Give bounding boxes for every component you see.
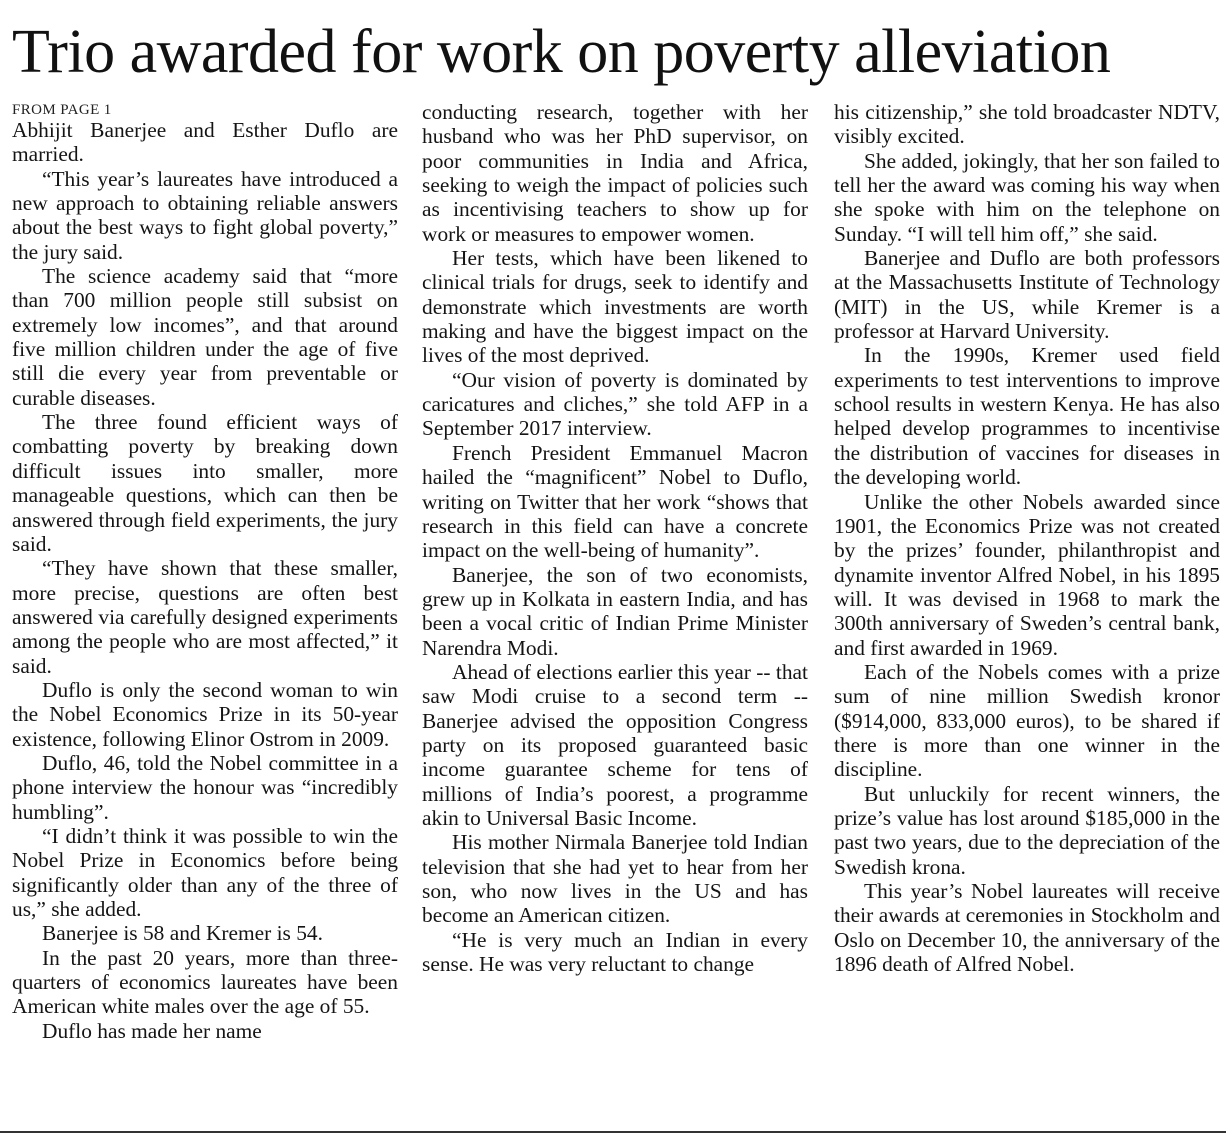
paragraph: His mother Nirmala Banerjee told Indian television that she had yet to hear from her son, who now lives in the US and has become an American citizen. xyxy=(422,830,808,928)
paragraph: In the 1990s, Kremer used field experiments to test interventions to improve school results in western Kenya. He has also helped develop programmes to incentivise the distribution of vaccines for diseases in the developing world. xyxy=(834,343,1220,490)
article-column-2 xyxy=(422,100,808,976)
paragraph: Duflo is only the second woman to win the Nobel Economics Prize in its 50-year existence, following Elinor Ostrom in 2009. xyxy=(12,677,398,751)
paragraph: “This year’s laureates have introduced a new approach to obtaining reliable answers about the best ways to fight global poverty,” the jury said. xyxy=(12,166,398,264)
paragraph: Duflo, 46, told the Nobel committee in a phone interview the honour was “incredibly humbling”. xyxy=(12,750,398,824)
paragraph: The three found efficient ways of combatting poverty by breaking down difficult issues into smaller, more manageable questions, which can then be answered through field experiments, the jury said. xyxy=(12,410,398,556)
paragraph: Banerjee, the son of two economists, grew up in Kolkata in eastern India, and has been a vocal critic of Indian Prime Minister Narendra Modi. xyxy=(422,562,808,660)
headline: Trio awarded for work on poverty alleviation xyxy=(12,18,1111,86)
article-column-1 xyxy=(12,100,398,1043)
paragraph: Banerjee and Duflo are both professors at the Massachusetts Institute of Technology (MIT) in the US, while Kremer is a professor at Harvard University. xyxy=(834,246,1220,344)
paragraph: Abhijit Banerjee and Esther Duflo are married. xyxy=(12,118,398,167)
paragraph: his citizenship,” she told broadcaster NDTV, visibly excited. xyxy=(834,100,1220,149)
article-column-3 xyxy=(834,100,1220,976)
continuation-kicker: FROM PAGE 1 xyxy=(12,102,112,118)
paragraph: Banerjee is 58 and Kremer is 54. xyxy=(42,921,323,946)
bottom-rule xyxy=(0,1131,1226,1133)
paragraph: This year’s Nobel laureates will receive their awards at ceremonies in Stockholm and Oslo on December 10, the anniversary of the 1896 death of Alfred Nobel. xyxy=(834,879,1220,977)
paragraph: Unlike the other Nobels awarded since 1901, the Economics Prize was not created by the prizes’ founder, philanthropist and dynamite inventor Alfred Nobel, in his 1895 will. It was devised in 1968 to mark the 300th anniversary of Sweden’s central bank, and first awarded in 1969. xyxy=(834,489,1220,660)
paragraph: The science academy said that “more than 700 million people still subsist on extremely low incomes”, and that around five million children under the age of five still die every year from preventable or curable diseases. xyxy=(12,264,398,410)
paragraph: She added, jokingly, that her son failed to tell her the award was coming his way when she spoke with him on the telephone on Sunday. “I will tell him off,” she said. xyxy=(834,148,1220,246)
paragraph: In the past 20 years, more than three-quarters of economics laureates have been American white males over the age of 55. xyxy=(12,945,398,1019)
paragraph: Ahead of elections earlier this year -- that saw Modi cruise to a second term -- Banerjee advised the opposition Congress party on its proposed guaranteed basic income guarantee scheme for tens of millions of India’s poorest, a programme akin to Universal Basic Income. xyxy=(422,659,808,830)
paragraph: Her tests, which have been likened to clinical trials for drugs, seek to identify and demonstrate which investments are worth making and have the biggest impact on the lives of the most deprived. xyxy=(422,246,808,368)
paragraph: “He is very much an Indian in every sense. He was very reluctant to change xyxy=(422,927,808,977)
paragraph: conducting research, together with her husband who was her PhD supervisor, on poor communities in India and Africa, seeking to weigh the impact of policies such as incentivising teachers to show up for work or measures to empower women. xyxy=(422,100,808,246)
paragraph: But unluckily for recent winners, the prize’s value has lost around $185,000 in the past two years, due to the depreciation of the Swedish krona. xyxy=(834,781,1220,879)
paragraph: “I didn’t think it was possible to win the Nobel Prize in Economics before being significantly older than any of the three of us,” she added. xyxy=(12,823,398,921)
paragraph: “They have shown that these smaller, more precise, questions are often best answered via carefully designed experiments among the people who are most affected,” it said. xyxy=(12,556,398,678)
paragraph: “Our vision of poverty is dominated by caricatures and cliches,” she told AFP in a September 2017 interview. xyxy=(422,367,808,441)
paragraph: Each of the Nobels comes with a prize sum of nine million Swedish kronor ($914,000, 833,000 euros), to be shared if there is more than one winner in the discipline. xyxy=(834,659,1220,782)
paragraph: French President Emmanuel Macron hailed the “magnificent” Nobel to Duflo, writing on Twitter that her work “shows that research in this field can have a concrete impact on the well-being of humanity”. xyxy=(422,440,808,563)
paragraph: Duflo has made her name xyxy=(42,1018,262,1043)
